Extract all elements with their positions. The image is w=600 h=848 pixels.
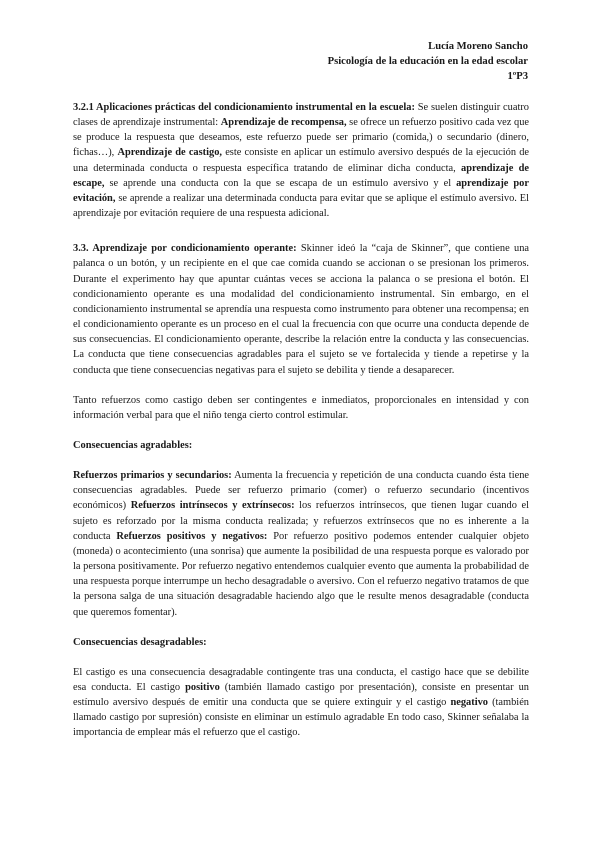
term-castigo-positivo: positivo: [185, 682, 220, 693]
section-3-3-title: 3.3. Aprendizaje por condicionamiento operante:: [73, 243, 297, 255]
text-span: Aumenta la frecuencia y repetición de una conducta cuando ésta tiene consecuencias agradables. Puede ser refuerzo primario (comer) o refuerzo secundario (incentivos económicos): [73, 470, 530, 512]
text-span: Por refuerzo positivo podemos entender cualquier objeto (moneda) o acontecimiento (una sonrisa) que aumente la posibilidad de una respuesta porque es valorado por la persona positivamente. Por refuerzo negativo entendemos cualquier evento que aumenta la probabilidad de una respuesta porque interrumpe un hecho desagradable o aversivo. Con el refuerzo negativo tratamos de que la persona salga de una situación desagradable haciendo algo que le resulte menos desagradable (conducta que queremos fomentar).: [73, 530, 529, 618]
document-body: [73, 100, 529, 741]
text-span: El castigo es una consecuencia desagradable contingente tras una conducta, el castigo hace que se debilite esa conducta. El castigo: [73, 666, 529, 693]
text-span: (también llamado castigo por supresión) consiste en eliminar un estímulo agradable En todo caso, Skinner señalaba la importancia de emplear más el refuerzo que el castigo.: [73, 697, 529, 739]
term-aprendizaje-castigo: Aprendizaje de castigo,: [117, 147, 223, 159]
term-aprendizaje-evitacion: aprendizaje por evitación,: [73, 177, 529, 204]
text-span: se aprende una conducta con la que se escapa de un estímulo aversivo y el: [104, 177, 457, 189]
author-name: Lucía Moreno Sancho: [428, 41, 528, 52]
text-span: los refuerzos intrínsecos, que tienen lugar cuando el sujeto es reforzado por la misma conducta realizada; y refuerzos extrínsecos que no es inherente a la conducta: [73, 500, 530, 542]
term-aprendizaje-escape: aprendizaje de escape,: [73, 162, 529, 189]
text-span: Se suelen distinguir cuatro clases de aprendizaje instrumental:: [73, 102, 530, 129]
term-refuerzos-primarios: Refuerzos primarios y secundarios:: [73, 470, 232, 482]
page-header: [328, 39, 528, 84]
consecuencias-agradables-heading: Consecuencias agradables:: [73, 439, 193, 451]
text-span: se aprende a realizar una determinada conducta para evitar que se aplique el estímulo aversivo. El aprendizaje por evitación requiere de una respuesta adicional.: [73, 192, 529, 220]
section-3-3-paragraph: [73, 241, 529, 377]
consecuencias-agradables-paragraph: [73, 468, 529, 620]
term-aprendizaje-recompensa: Aprendizaje de recompensa,: [220, 117, 347, 129]
text-span: (también llamado castigo por presentación), consiste en presentar un estímulo aversivo después de emitir una conducta que se quiere extinguir y el castigo: [73, 682, 529, 709]
section-3-2-1-paragraph: [73, 100, 529, 221]
course-name: Psicología de la educación en la edad escolar: [327, 56, 528, 67]
group-code: 1ºP3: [507, 71, 528, 82]
term-refuerzos-intrinsecos: Refuerzos intrínsecos y extrínsecos:: [130, 500, 295, 512]
consecuencias-desagradables-paragraph: [73, 665, 529, 741]
contingencia-paragraph: Tanto refuerzos como castigo deben ser contingentes e inmediatos, proporcionales en intensidad y con información verbal para que el niño tenga cierto control estimular.: [73, 394, 529, 421]
section-3-2-1-title: 3.2.1 Aplicaciones prácticas del condicionamiento instrumental en la escuela:: [73, 102, 415, 113]
text-span: Skinner ideó la “caja de Skinner”, que contiene una palanca o un botón, y un recipiente en el que cae comida cuando se accionan o se presionan los primeros. Durante el experimento hay que apuntar cuántas veces se acciona la palanca o se presiona el botón. El condicionamiento operante es una modalidad del condicionamiento instrumental. Sin embargo, en el condicionamiento instrumental se aprendía una respuesta como instrumento para obtener una recompensa; en el condicionamiento operante es un proceso en el cual la frecuencia con que ocurre una conducta depende de sus consecuencias. El condicionamiento operante, describe la relación entre la conducta y las consecuencias. La conducta que tiene consecuencias agradables para el sujeto se ve fortalecida y tiende a repetirse y la conducta que tiene consecuencias negativas para el sujeto se debilita y tiende a desaparecer.: [73, 243, 530, 376]
consecuencias-desagradables-heading: Consecuencias desagradables:: [73, 636, 207, 648]
text-span: se ofrece un refuerzo positivo cada vez que se produce la respuesta que deseamos, este refuerzo puede ser primario (comida,) o secundario (dinero, fichas…),: [73, 117, 529, 159]
term-refuerzos-positivos: Refuerzos positivos y negativos:: [116, 530, 268, 542]
text-span: este consiste en aplicar un estímulo aversivo después de la ejecución de una determinada conducta o respuesta específica tratando de eliminar dicha conducta,: [73, 147, 529, 174]
term-castigo-negativo: negativo: [450, 697, 488, 709]
